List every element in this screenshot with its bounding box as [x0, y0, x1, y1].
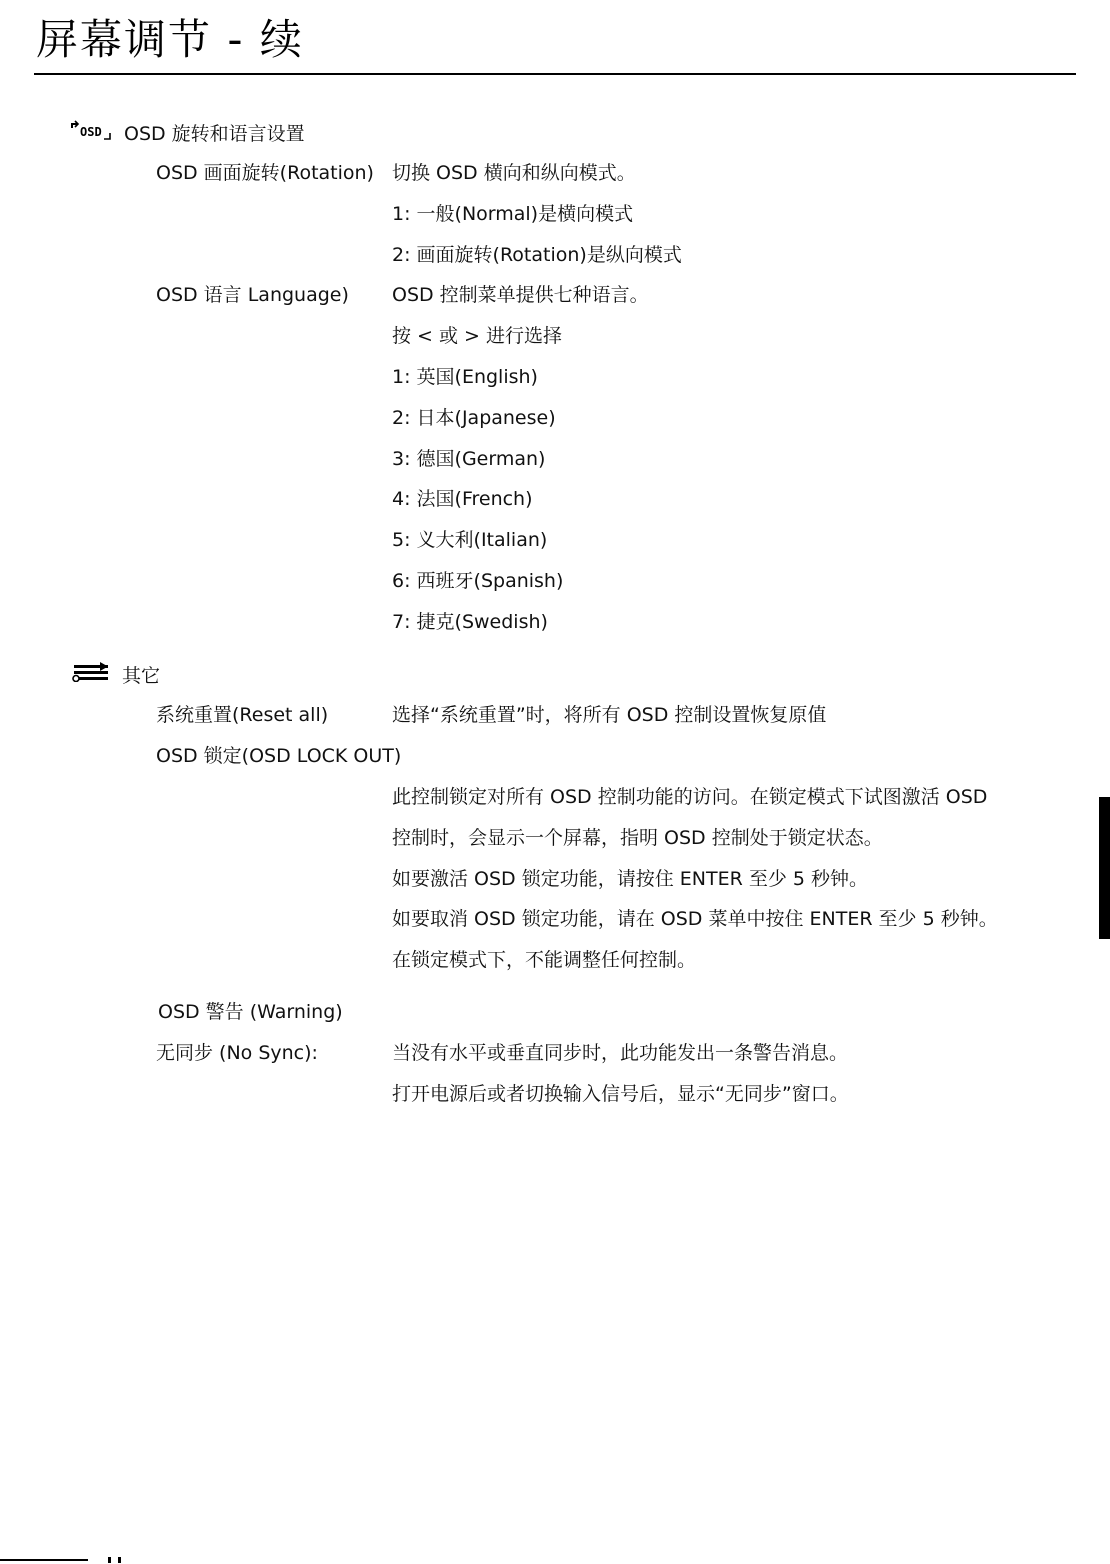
lock-desc-line: 如要激活 OSD 锁定功能，请按住 ENTER 至少 5 秒钟。 [392, 868, 869, 890]
other-section-heading [70, 662, 160, 689]
page-title: 屏幕调节 - 续 [36, 15, 304, 64]
language-option: 4: 法国(French) [392, 488, 533, 510]
language-option: 1: 英国(English) [392, 366, 538, 388]
warning-label: OSD 警告 (Warning) [158, 1001, 343, 1023]
footer-mark [118, 1557, 121, 1563]
osd-section-heading [70, 119, 305, 148]
osd-rotate-icon [70, 119, 116, 148]
tools-icon [70, 662, 114, 689]
rotation-label: OSD 画面旋转(Rotation) [156, 162, 374, 184]
footer-mark [108, 1557, 111, 1563]
rotation-desc-line: 2: 画面旋转(Rotation)是纵向模式 [392, 244, 682, 266]
language-desc-line: 按 < 或 > 进行选择 [392, 325, 562, 347]
section-edge-tab [1099, 797, 1110, 939]
lock-desc-line: 控制时，会显示一个屏幕，指明 OSD 控制处于锁定状态。 [392, 827, 883, 849]
reset-desc: 选择“系统重置”时，将所有 OSD 控制设置恢复原值 [392, 704, 827, 726]
osd-section-title: OSD 旋转和语言设置 [124, 122, 305, 145]
nosync-desc-line: 当没有水平或垂直同步时，此功能发出一条警告消息。 [392, 1042, 849, 1064]
rotation-desc-line: 1: 一般(Normal)是横向模式 [392, 203, 634, 225]
svg-text:OSD: OSD [80, 125, 102, 139]
lock-desc-line: 如要取消 OSD 锁定功能，请在 OSD 菜单中按住 ENTER 至少 5 秒钟。 [392, 908, 998, 930]
language-label: OSD 语言 Language) [156, 284, 349, 306]
lock-desc-line: 在锁定模式下，不能调整任何控制。 [392, 949, 697, 971]
reset-label: 系统重置(Reset all) [156, 704, 329, 726]
nosync-desc-line: 打开电源后或者切换输入信号后，显示“无同步”窗口。 [392, 1083, 849, 1105]
language-option: 2: 日本(Japanese) [392, 407, 556, 429]
lock-desc-line: 此控制锁定对所有 OSD 控制功能的访问。在锁定模式下试图激活 OSD [392, 786, 988, 808]
rotation-desc-line: 切换 OSD 横向和纵向模式。 [392, 162, 636, 184]
language-option: 3: 德国(German) [392, 448, 546, 470]
other-section-title: 其它 [122, 664, 161, 687]
language-option: 5: 义大利(Italian) [392, 529, 548, 551]
lock-label: OSD 锁定(OSD LOCK OUT) [156, 745, 402, 767]
language-option: 7: 捷克(Swedish) [392, 611, 548, 633]
language-desc-line: OSD 控制菜单提供七种语言。 [392, 284, 649, 306]
title-rule [34, 73, 1076, 75]
language-option: 6: 西班牙(Spanish) [392, 570, 564, 592]
footer-rule [0, 1559, 88, 1561]
nosync-label: 无同步 (No Sync): [156, 1042, 318, 1064]
